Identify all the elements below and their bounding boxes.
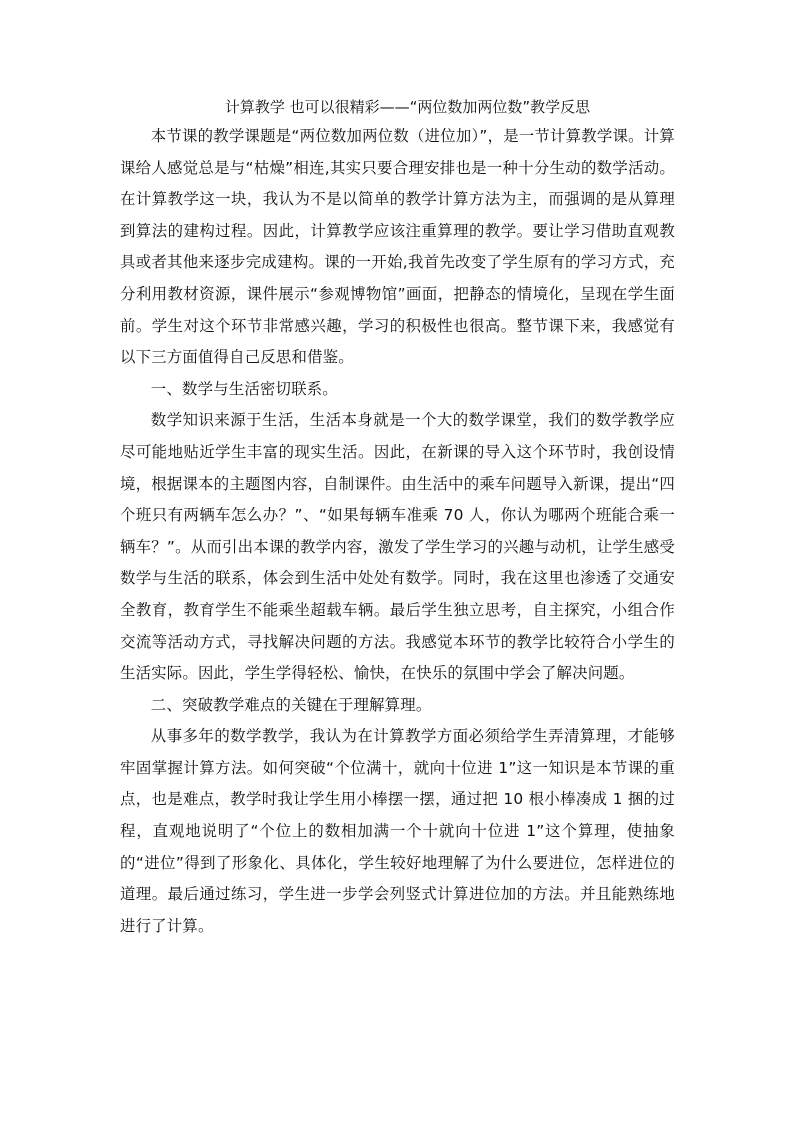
document-page	[120, 96, 675, 942]
section-2-heading: 二、突破教学难点的关键在于理解算理。	[150, 695, 432, 714]
section-1-paragraph: 数学知识来源于生活，生活本身就是一个大的数学课堂，我们的数学教学应尽可能地贴近学生丰富的现实生活。因此，在新课的导入这个环节时，我创设情境，根据课本的主题图内容，自制课件。由生活中的乘车问题导入新课，提出“四个班只有两辆车怎么办？”、“如果每辆车准乘 70 人，你认为哪两个班能合乘一辆车？”。从而引出本课的教学内容，激发了学生学习的兴趣与动机，让学生感受数学与生活的联系，体会到生活中处处有数学。同时，我在这里也渗透了交通安全教育，教育学生不能乘坐超载车辆。最后学生独立思考，自主探究，小组合作交流等活动方式，寻找解决问题的方法。我感觉本环节的教学比较符合小学生的生活实际。因此，学生学得轻松、愉快，在快乐的氛围中学会了解决问题。	[120, 411, 675, 683]
section-2-paragraph: 从事多年的数学教学，我认为在计算教学方面必须给学生弄清算理，才能够牢固掌握计算方法。如何突破“个位满十，就向十位进 1”这一知识是本节课的重点，也是难点，教学时我让学生用小棒摆一摆，通过把 10 根小棒凑成 1 捆的过程，直观地说明了“个位上的数相加满一个十就向十位进 1”这个算理，使抽象的“进位”得到了形象化、具体化，学生较好地理解了为什么要进位，怎样进位的道理。最后通过练习，学生进一步学会列竖式计算进位加的方法。并且能熟练地进行了计算。	[120, 727, 675, 935]
document-title: 计算教学 也可以很精彩——“两位数加两位数”教学反思	[224, 98, 591, 116]
section-1-heading: 一、数学与生活密切联系。	[150, 379, 338, 398]
intro-paragraph: 本节课的教学课题是“两位数加两位数（进位加）”，是一节计算教学课。计算课给人感觉总是与“枯燥”相连,其实只要合理安排也是一种十分生动的数学活动。在计算教学这一块，我认为不是以简单的教学计算方法为主，而强调的是从算理到算法的建构过程。因此，计算教学应该注重算理的教学。要让学习借助直观教具或者其他来逐步完成建构。课的一开始,我首先改变了学生原有的学习方式，充分利用教材资源，课件展示“参观博物馆”画面，把静态的情境化，呈现在学生面前。学生对这个环节非常感兴趣，学习的积极性也很高。整节课下来，我感觉有以下三方面值得自己反思和借鉴。	[120, 127, 675, 367]
